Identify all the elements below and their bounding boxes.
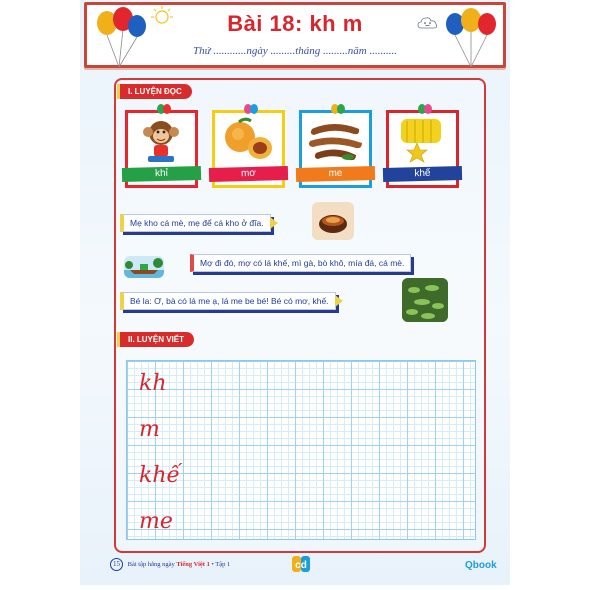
book-prefix: Bài tập hằng ngày [127,561,175,568]
boat-icon [124,256,164,278]
apricot-icon [217,115,280,167]
fish-pot-icon [312,202,354,240]
book-subject: Tiếng Việt 1 [176,561,210,568]
practice-word-3: khế [139,463,181,488]
writing-section-label: II. LUYỆN VIẾT [120,332,194,347]
worksheet-page [80,0,510,585]
boat-image [124,256,164,278]
handwriting-grid [126,360,476,540]
tamarind-icon [304,115,367,167]
starfruit-icon [391,115,454,167]
monkey-icon [130,115,193,167]
reading-sentence-3 [120,292,336,310]
fish-pot-image [312,202,354,240]
book-suffix: • Tập 1 [211,561,231,568]
practice-word-1: kh [139,371,167,396]
word-label: khỉ [122,166,201,182]
word-card-mo [212,110,285,188]
logo-text: Qbook [465,560,497,571]
butterfly-icon [417,103,433,115]
word-card-me [299,110,372,188]
lesson-title: Bài 18: kh m [227,11,363,36]
reading-sentence-2 [190,254,411,272]
smiling-cloud-icon [417,15,439,31]
word-label: mơ [209,166,288,182]
butterfly-icon [330,103,346,115]
cd-badge-icon [292,556,310,572]
sentence-text: Mợ đi đò, mợ có lá khế, mì gà, bò khô, mía đá, cá mè. [200,258,405,268]
word-card-khe [386,110,459,188]
word-card-khi [125,110,198,188]
butterfly-icon [156,103,172,115]
date-line: Thứ ............ngày .........tháng .........năm .......... [193,45,397,57]
reading-sentence-1 [120,214,271,232]
tamarind-leaves-icon [402,278,448,322]
sentence-text: Bé la: Ơ, bà có lá me ạ, lá me be bé! Bé có mơ, khế. [130,296,329,306]
tamarind-leaves-image [402,278,448,322]
word-label: khế [383,166,462,182]
arrow-tail-icon [335,295,343,307]
reading-section-label: I. LUYỆN ĐỌC [120,84,192,99]
practice-word-2: m [139,417,160,442]
practice-word-4: me [139,509,173,534]
balloons-right-icon [443,7,499,69]
arrow-tail-icon [270,217,278,229]
exercise-box [114,78,486,553]
book-footer [110,558,230,571]
worksheet-header [84,2,506,68]
sentence-text: Mẹ kho cá mè, mẹ để cá kho ở đĩa. [130,218,264,228]
qbook-logo [464,556,498,572]
page-number: 15 [110,558,123,571]
cd-badge-text: cd [295,560,307,571]
word-label: me [296,166,375,182]
butterfly-icon [243,103,259,115]
